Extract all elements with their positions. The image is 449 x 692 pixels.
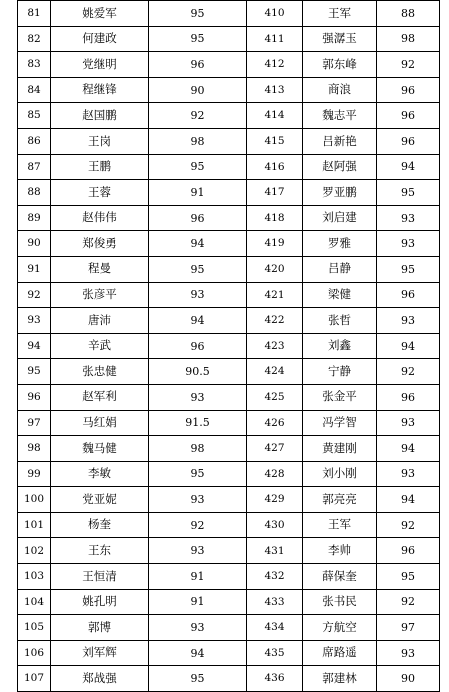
score-cell: 95	[149, 1, 247, 27]
table-row	[18, 26, 440, 52]
table-row	[18, 487, 440, 513]
score-cell: 93	[377, 640, 440, 666]
name-cell: 程曼	[51, 256, 149, 282]
score-cell: 94	[149, 640, 247, 666]
score-cell: 98	[149, 436, 247, 462]
seq-number-cell: 417	[247, 180, 303, 206]
table-row	[18, 231, 440, 257]
name-cell: 党亚妮	[51, 487, 149, 513]
name-cell: 王恒清	[51, 564, 149, 590]
name-cell: 薛保奎	[303, 564, 377, 590]
seq-number-cell: 415	[247, 128, 303, 154]
name-cell: 梁健	[303, 282, 377, 308]
table-row	[18, 410, 440, 436]
name-cell: 李帅	[303, 538, 377, 564]
table-row	[18, 615, 440, 641]
table-row	[18, 103, 440, 129]
seq-number-cell: 435	[247, 640, 303, 666]
seq-number-cell: 86	[18, 128, 51, 154]
score-cell: 93	[149, 282, 247, 308]
name-cell: 王鹏	[51, 154, 149, 180]
seq-number-cell: 413	[247, 77, 303, 103]
name-cell: 郑俊勇	[51, 231, 149, 257]
seq-number-cell: 419	[247, 231, 303, 257]
seq-number-cell: 412	[247, 52, 303, 78]
table-row	[18, 1, 440, 27]
seq-number-cell: 94	[18, 333, 51, 359]
name-cell: 魏志平	[303, 103, 377, 129]
name-cell: 赵伟伟	[51, 205, 149, 231]
table-row	[18, 538, 440, 564]
score-cell: 94	[149, 308, 247, 334]
seq-number-cell: 92	[18, 282, 51, 308]
score-cell: 92	[377, 359, 440, 385]
score-cell: 96	[149, 205, 247, 231]
score-cell: 95	[149, 461, 247, 487]
table-row	[18, 308, 440, 334]
name-cell: 魏马健	[51, 436, 149, 462]
score-cell: 93	[377, 461, 440, 487]
seq-number-cell: 434	[247, 615, 303, 641]
seq-number-cell: 430	[247, 512, 303, 538]
name-cell: 商浪	[303, 77, 377, 103]
score-cell: 92	[377, 512, 440, 538]
table-row	[18, 333, 440, 359]
score-cell: 96	[149, 333, 247, 359]
score-cell: 94	[377, 333, 440, 359]
score-cell: 92	[149, 512, 247, 538]
name-cell: 方航空	[303, 615, 377, 641]
name-cell: 刘军辉	[51, 640, 149, 666]
name-cell: 吕静	[303, 256, 377, 282]
score-cell: 92	[377, 52, 440, 78]
name-cell: 张彦平	[51, 282, 149, 308]
name-cell: 王东	[51, 538, 149, 564]
seq-number-cell: 99	[18, 461, 51, 487]
name-cell: 李敏	[51, 461, 149, 487]
score-cell: 90	[377, 666, 440, 692]
score-cell: 96	[377, 384, 440, 410]
seq-number-cell: 97	[18, 410, 51, 436]
name-cell: 张金平	[303, 384, 377, 410]
seq-number-cell: 83	[18, 52, 51, 78]
seq-number-cell: 85	[18, 103, 51, 129]
score-cell: 93	[149, 615, 247, 641]
name-cell: 冯学智	[303, 410, 377, 436]
name-cell: 王军	[303, 512, 377, 538]
name-cell: 唐沛	[51, 308, 149, 334]
score-cell: 93	[377, 231, 440, 257]
table-row	[18, 180, 440, 206]
seq-number-cell: 421	[247, 282, 303, 308]
seq-number-cell: 414	[247, 103, 303, 129]
table-row	[18, 154, 440, 180]
seq-number-cell: 95	[18, 359, 51, 385]
name-cell: 姚爱军	[51, 1, 149, 27]
score-cell: 96	[149, 52, 247, 78]
seq-number-cell: 105	[18, 615, 51, 641]
seq-number-cell: 84	[18, 77, 51, 103]
seq-number-cell: 429	[247, 487, 303, 513]
table-row	[18, 77, 440, 103]
name-cell: 赵国鹏	[51, 103, 149, 129]
name-cell: 郑战强	[51, 666, 149, 692]
score-cell: 98	[377, 26, 440, 52]
score-cell: 96	[377, 77, 440, 103]
score-cell: 94	[377, 154, 440, 180]
name-cell: 王蓉	[51, 180, 149, 206]
seq-number-cell: 416	[247, 154, 303, 180]
name-cell: 刘启建	[303, 205, 377, 231]
name-cell: 席路遥	[303, 640, 377, 666]
table-row	[18, 282, 440, 308]
score-cell: 91	[149, 589, 247, 615]
table-row	[18, 384, 440, 410]
score-cell: 91	[149, 180, 247, 206]
name-cell: 强潺玉	[303, 26, 377, 52]
seq-number-cell: 104	[18, 589, 51, 615]
table-row	[18, 52, 440, 78]
table-row	[18, 205, 440, 231]
score-cell: 95	[149, 256, 247, 282]
score-cell: 95	[377, 256, 440, 282]
name-cell: 郭建林	[303, 666, 377, 692]
name-cell: 党继明	[51, 52, 149, 78]
score-cell: 94	[377, 436, 440, 462]
table-row	[18, 512, 440, 538]
seq-number-cell: 425	[247, 384, 303, 410]
name-cell: 杨奎	[51, 512, 149, 538]
seq-number-cell: 420	[247, 256, 303, 282]
name-cell: 王军	[303, 1, 377, 27]
seq-number-cell: 418	[247, 205, 303, 231]
name-cell: 罗亚鹏	[303, 180, 377, 206]
seq-number-cell: 107	[18, 666, 51, 692]
score-cell: 93	[377, 308, 440, 334]
seq-number-cell: 90	[18, 231, 51, 257]
score-cell: 93	[377, 410, 440, 436]
seq-number-cell: 101	[18, 512, 51, 538]
seq-number-cell: 106	[18, 640, 51, 666]
name-cell: 刘小刚	[303, 461, 377, 487]
score-cell: 95	[149, 154, 247, 180]
seq-number-cell: 88	[18, 180, 51, 206]
seq-number-cell: 432	[247, 564, 303, 590]
name-cell: 赵阿强	[303, 154, 377, 180]
name-cell: 赵军利	[51, 384, 149, 410]
seq-number-cell: 427	[247, 436, 303, 462]
name-cell: 张忠健	[51, 359, 149, 385]
name-cell: 吕新艳	[303, 128, 377, 154]
table-row	[18, 640, 440, 666]
table-row	[18, 666, 440, 692]
table-row	[18, 128, 440, 154]
name-cell: 郭东峰	[303, 52, 377, 78]
name-cell: 程继锋	[51, 77, 149, 103]
seq-number-cell: 98	[18, 436, 51, 462]
score-cell: 96	[377, 103, 440, 129]
score-cell: 93	[149, 487, 247, 513]
seq-number-cell: 87	[18, 154, 51, 180]
score-cell: 97	[377, 615, 440, 641]
score-cell: 93	[377, 205, 440, 231]
seq-number-cell: 100	[18, 487, 51, 513]
seq-number-cell: 423	[247, 333, 303, 359]
seq-number-cell: 93	[18, 308, 51, 334]
seq-number-cell: 411	[247, 26, 303, 52]
score-cell: 90	[149, 77, 247, 103]
seq-number-cell: 433	[247, 589, 303, 615]
score-cell: 96	[377, 282, 440, 308]
score-cell: 93	[149, 538, 247, 564]
seq-number-cell: 91	[18, 256, 51, 282]
score-cell: 95	[377, 564, 440, 590]
name-cell: 罗雅	[303, 231, 377, 257]
table-row	[18, 256, 440, 282]
score-cell: 88	[377, 1, 440, 27]
seq-number-cell: 89	[18, 205, 51, 231]
score-cell: 90.5	[149, 359, 247, 385]
seq-number-cell: 422	[247, 308, 303, 334]
score-cell: 92	[149, 103, 247, 129]
name-cell: 王岗	[51, 128, 149, 154]
seq-number-cell: 436	[247, 666, 303, 692]
seq-number-cell: 102	[18, 538, 51, 564]
name-cell: 黄建刚	[303, 436, 377, 462]
name-cell: 郭博	[51, 615, 149, 641]
seq-number-cell: 410	[247, 1, 303, 27]
seq-number-cell: 96	[18, 384, 51, 410]
seq-number-cell: 431	[247, 538, 303, 564]
name-cell: 郭亮亮	[303, 487, 377, 513]
table-row	[18, 436, 440, 462]
name-cell: 何建政	[51, 26, 149, 52]
seq-number-cell: 424	[247, 359, 303, 385]
table-row	[18, 461, 440, 487]
score-cell: 94	[149, 231, 247, 257]
seq-number-cell: 428	[247, 461, 303, 487]
score-table	[17, 0, 440, 692]
score-cell: 95	[149, 666, 247, 692]
seq-number-cell: 81	[18, 1, 51, 27]
score-cell: 98	[149, 128, 247, 154]
table-row	[18, 564, 440, 590]
score-cell: 96	[377, 538, 440, 564]
name-cell: 张哲	[303, 308, 377, 334]
score-cell: 94	[377, 487, 440, 513]
name-cell: 刘鑫	[303, 333, 377, 359]
name-cell: 辛武	[51, 333, 149, 359]
score-cell: 96	[377, 128, 440, 154]
score-cell: 95	[377, 180, 440, 206]
score-cell: 91	[149, 564, 247, 590]
score-cell: 92	[377, 589, 440, 615]
seq-number-cell: 103	[18, 564, 51, 590]
table-row	[18, 589, 440, 615]
seq-number-cell: 426	[247, 410, 303, 436]
score-cell: 93	[149, 384, 247, 410]
name-cell: 宁静	[303, 359, 377, 385]
name-cell: 马红娟	[51, 410, 149, 436]
table-row	[18, 359, 440, 385]
seq-number-cell: 82	[18, 26, 51, 52]
score-cell: 91.5	[149, 410, 247, 436]
name-cell: 姚孔明	[51, 589, 149, 615]
name-cell: 张书民	[303, 589, 377, 615]
score-cell: 95	[149, 26, 247, 52]
table-body	[18, 1, 440, 692]
